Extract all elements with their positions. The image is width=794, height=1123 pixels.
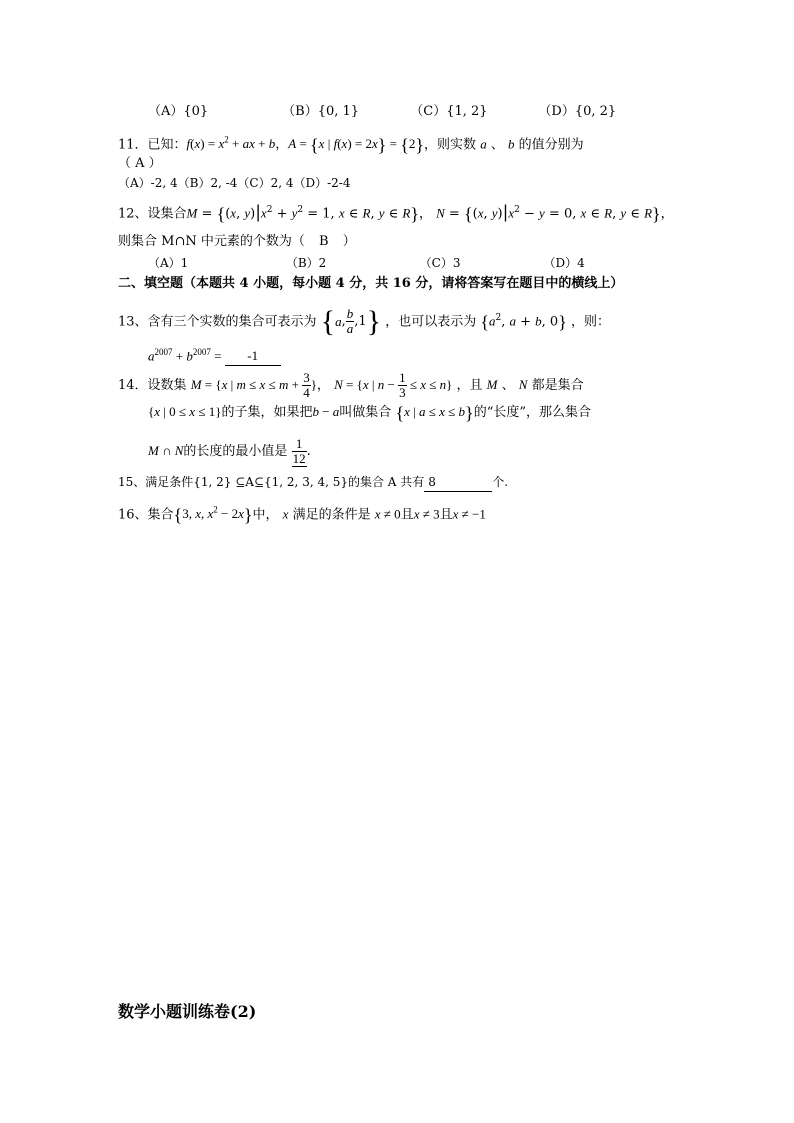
- q12-stem: 12、设集合M = {(x, $y)|x^2 + y^2 = 1$, x ∈ R, y ∈ R}， N = {(x, $y)|x^2 - y = 0$, x ∈ R, y ∈ R}，: [118, 202, 674, 224]
- q14-answer-den: 12: [292, 450, 306, 466]
- q14-line3-text: 的长度的最小值是: [183, 444, 288, 459]
- q16-middle: 中，: [252, 507, 279, 523]
- q12-answer: B: [318, 234, 329, 249]
- q13-line2: $a^{2007} + b^{2007} = -1$: [148, 343, 281, 366]
- q14-middle1: ，且: [456, 378, 483, 393]
- q11-stem: 11．已知：$f(x) = x^2$ + ax + b，A = {x | f(x) = 2x} = {2}，则实数 a 、 b 的值分别为: [118, 135, 584, 156]
- q14-stem: 14．设数集 M = {x | m ≤ x ≤ m + $\frac{3}{4}$ }， N = {x | n − $\frac{1}{3}$ ≤ x ≤ n} ，且 M 、 N 都是集合: [118, 370, 584, 400]
- q11-answer: （ A ）: [118, 156, 162, 171]
- q12-prefix: 12、设集合: [118, 206, 187, 222]
- q13-stem: 13、含有三个实数的集合可表示为 {a, $\frac{b}{a}$ ,1} ，也可以表示为 {$a^2$, a + b, 0} ，则：: [118, 304, 610, 338]
- q14-answer-num: 1: [292, 437, 307, 452]
- q10-option-c: （C）{1, 2}: [410, 104, 488, 119]
- q13-suffix: ，则：: [570, 314, 610, 330]
- q13-answer: -1: [225, 347, 281, 366]
- q14-line2-end: 的“长度”，那么集合: [473, 405, 591, 420]
- q16-stem: 16、集合{3, x, $x^2 - 2x$}中， x 满足的条件是 x ≠ 0且x ≠ 3且x ≠ −1: [118, 505, 486, 526]
- q14-prefix: 14．设数集: [118, 378, 187, 393]
- q15-text: 15、满足条件{1, 2} ⊆A⊆{1, 2, 3, 4, 5}的集合 A 共有: [118, 475, 425, 489]
- q10-option-a: （A）{0}: [148, 104, 209, 119]
- q11-prefix: 11．已知：: [118, 137, 187, 153]
- q12-line2-suffix: ）: [342, 234, 356, 249]
- q10-option-b: （B）{0, 1}: [282, 104, 360, 119]
- q12-options: [148, 254, 585, 272]
- q11-middle: ，则实数: [424, 137, 477, 153]
- q12-line2-prefix: 则集合 M∩N 中元素的个数为（: [118, 234, 305, 249]
- q11-options: （A）-2, 4（B）2, -4（C）2, 4（D）-2-4: [118, 176, 351, 190]
- q14-answer-fraction: [292, 437, 307, 467]
- q10-option-d: （D）{0, 2}: [538, 104, 617, 119]
- q16-middle2: 满足的条件是: [292, 507, 371, 523]
- q14-fraction-1-3: $\frac{1}{3}$: [399, 370, 406, 400]
- q15-stem: [118, 473, 508, 492]
- q14-middle2: 都是集合: [531, 378, 584, 393]
- q12-option-a: （A）1: [148, 256, 189, 270]
- q14-line2-mid: 的子集，如果把: [221, 405, 313, 420]
- q14-fraction-3-4: $\frac{3}{4}$: [303, 370, 310, 400]
- q12-option-b: （B）2: [285, 256, 327, 270]
- q15-suffix: 个.: [492, 475, 509, 489]
- q12-line2: [118, 233, 356, 251]
- q13-prefix: 13、含有三个实数的集合可表示为: [118, 314, 317, 330]
- q12-option-d: （D）4: [543, 256, 585, 270]
- section2-heading: 二、填空题（本题共 4 小题，每小题 4 分，共 16 分，请将答案写在题目中的横线上）: [118, 276, 624, 291]
- q10-options: [148, 103, 616, 121]
- q13-middle: ，也可以表示为: [385, 314, 477, 330]
- q16-prefix: 16、集合: [118, 507, 174, 523]
- q14-line2-mid2: 叫做集合: [339, 405, 392, 420]
- footer-title: 数学小题训练卷(2): [118, 1002, 257, 1021]
- q11-suffix: 的值分别为: [518, 137, 584, 153]
- q14-line3: M ∩ N的长度的最小值是 $\frac{1}{12}$ .: [148, 435, 311, 466]
- q15-answer: 8: [424, 473, 492, 492]
- q13-fraction: $\frac{b}{a}$: [346, 306, 354, 337]
- q11-formula: $f(x) = x^2$ + ax + b，A = {x | f(x) = 2x} = {2}: [186, 135, 425, 156]
- q12-option-c: （C）3: [419, 256, 461, 270]
- q14-line2: {x | 0 ≤ x ≤ 1}的子集，如果把b − a叫做集合 {x | a ≤ x ≤ b}的“长度”，那么集合: [148, 403, 591, 424]
